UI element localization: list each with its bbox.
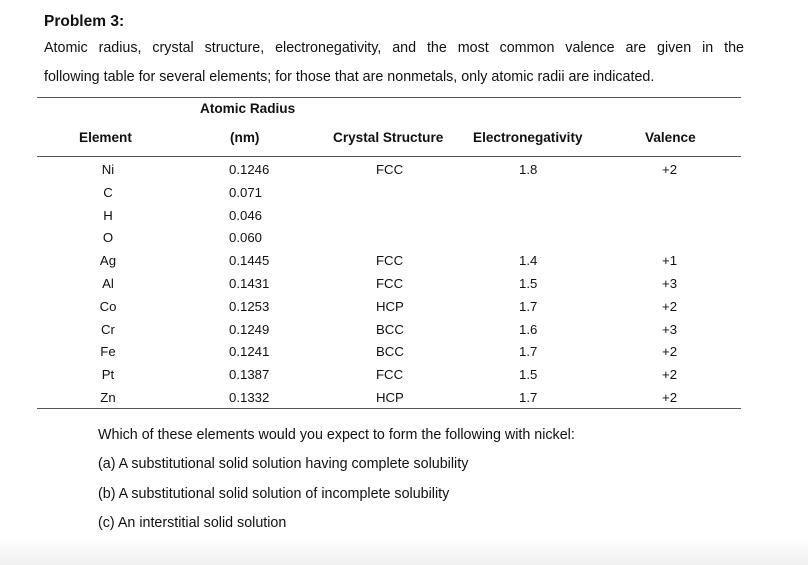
cell-element: Fe	[100, 344, 116, 360]
cell-element: C	[103, 184, 113, 200]
cell-crystal-structure: HCP	[376, 298, 404, 314]
cell-electronegativity: 1.6	[519, 321, 538, 337]
cell-crystal-structure: FCC	[376, 276, 404, 291]
cell-electronegativity: 1.5	[519, 367, 538, 383]
cell-element: O	[102, 230, 114, 246]
cell-element: Al	[102, 276, 114, 291]
cell-crystal-structure: BCC	[376, 344, 404, 360]
page-bottom-shade	[0, 538, 808, 565]
cell-atomic-radius: 0.071	[229, 184, 263, 200]
cell-element: Ni	[101, 162, 115, 177]
cell-crystal-structure: FCC	[376, 253, 404, 269]
cell-atomic-radius: 0.1241	[229, 344, 270, 360]
cell-element: Ag	[99, 253, 117, 269]
cell-crystal-structure: FCC	[376, 367, 404, 383]
cell-valence: +2	[662, 390, 678, 405]
question-prompt: Which of these elements would you expect to form the following with nickel:	[98, 427, 575, 443]
cell-valence: +2	[662, 298, 678, 314]
cell-electronegativity: 1.4	[519, 253, 538, 269]
question-b: (b) A substitutional solid solution of incomplete solubility	[98, 486, 450, 502]
table-bottom-rule	[37, 408, 741, 409]
cell-valence: +1	[662, 253, 678, 269]
cell-atomic-radius: 0.1253	[229, 298, 270, 314]
cell-atomic-radius: 0.1332	[229, 390, 270, 405]
table-header-rule	[37, 156, 741, 157]
cell-valence: +2	[662, 344, 678, 360]
header-crystal-structure: Crystal Structure	[333, 130, 444, 145]
header-valence: Valence	[645, 130, 696, 145]
cell-crystal-structure: FCC	[376, 162, 404, 177]
cell-atomic-radius: 0.1387	[229, 367, 270, 383]
cell-electronegativity: 1.7	[519, 390, 538, 405]
cell-element: Pt	[101, 367, 115, 383]
cell-electronegativity: 1.5	[519, 276, 538, 291]
cell-atomic-radius: 0.060	[229, 230, 263, 246]
cell-element: Co	[99, 298, 117, 314]
problem-title: Problem 3:	[44, 13, 125, 30]
cell-atomic-radius: 0.046	[229, 207, 263, 223]
cell-valence: +3	[662, 321, 678, 337]
header-radius-unit: (nm)	[230, 130, 260, 145]
header-element: Element	[79, 130, 132, 145]
cell-element: H	[103, 207, 113, 223]
cell-atomic-radius: 0.1445	[229, 253, 270, 269]
cell-atomic-radius: 0.1431	[229, 276, 270, 291]
cell-valence: +2	[662, 162, 678, 177]
cell-valence: +2	[662, 367, 678, 383]
table-top-rule	[37, 97, 741, 98]
cell-electronegativity: 1.7	[519, 344, 538, 360]
cell-valence: +3	[662, 276, 678, 291]
cell-electronegativity: 1.7	[519, 298, 538, 314]
header-electronegativity: Electronegativity	[473, 130, 583, 145]
cell-atomic-radius: 0.1249	[229, 321, 270, 337]
cell-crystal-structure: HCP	[376, 390, 404, 405]
header-atomic-radius: Atomic Radius	[200, 101, 296, 116]
cell-element: Cr	[101, 321, 115, 337]
question-c: (c) An interstitial solid solution	[98, 515, 287, 531]
intro-line-1: Atomic radius, crystal structure, electronegativity, and the most common valence are given in the	[44, 40, 744, 56]
cell-crystal-structure: BCC	[376, 321, 404, 337]
cell-element: Zn	[100, 390, 116, 405]
cell-electronegativity: 1.8	[519, 162, 538, 177]
question-a: (a) A substitutional solid solution having complete solubility	[98, 456, 469, 472]
intro-line-2: following table for several elements; for those that are nonmetals, only atomic radii are indicated.	[44, 69, 655, 85]
cell-atomic-radius: 0.1246	[229, 162, 270, 177]
